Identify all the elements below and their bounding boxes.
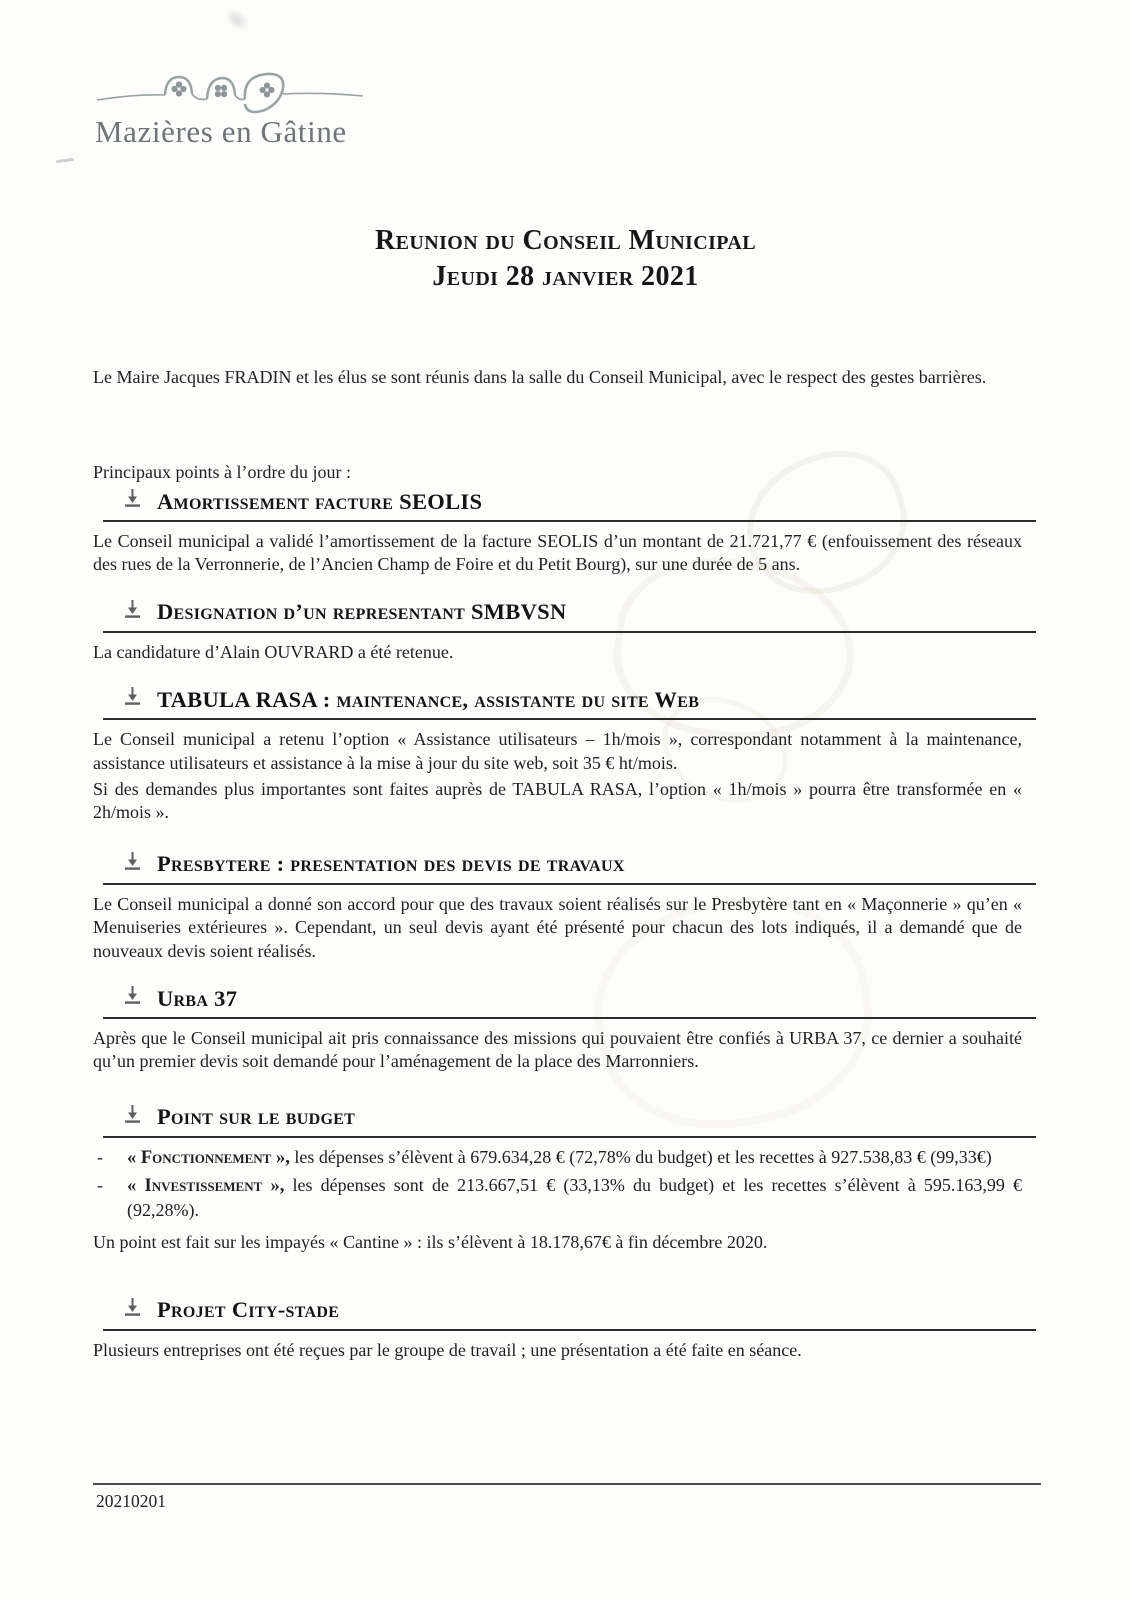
dash-marker: - [97,1175,103,1196]
agenda-label: Principaux points à l’ordre du jour : [93,462,351,482]
section-heading-text: Amortissement facture SEOLIS [157,488,483,514]
footer-rule [93,1483,1041,1485]
section [93,1104,1041,1255]
title-line-2: Jeudi 28 janvier 2021 [432,260,699,292]
section [93,686,1041,825]
budget-item [93,1146,1022,1170]
section-heading [103,599,1036,633]
section-paragraph: Après que le Conseil municipal ait pris connaissance des missions qui pouvaient être confiés à URBA 37, ce dernier a souhaité qu’un premier devis soit demandé pour l’aménagement de la place des Marronniers. [93,1028,1022,1072]
section-paragraph: Le Conseil municipal a donné son accord pour que des travaux soient réalisés sur le Presbytère tant en « Maçonnerie » qu’en « Menuiseries extérieures ». Cependant, un seul devis ayant été présenté pour chacun des lots indiqués, il a demandé que de nouveaux devis soient réalisés. [93,893,1022,961]
section-heading [103,851,1036,885]
flourish-with-clovers-icon [95,68,367,118]
down-arrow-bullet-icon [124,851,141,876]
section-heading [103,686,1036,720]
section [93,985,1041,1074]
budget-item [93,1174,1022,1222]
section-heading-text: Point sur le budget [157,1104,356,1130]
section [93,599,1041,664]
section-paragraph: Plusieurs entreprises ont été reçues par le groupe de travail ; une présentation a été faite en séance. [93,1339,802,1360]
scan-edge-mark [56,158,74,163]
after-list-paragraph: Un point est fait sur les impayés « Cantine » : ils s’élèvent à 18.178,67€ à fin décembre 2020. [93,1232,768,1253]
clover-glyphs [172,80,275,101]
section-heading-text: Presbytere : presentation des devis de travaux [157,851,625,877]
budget-item-lead: « Fonctionnement », [127,1147,290,1168]
section-paragraph: Le Conseil municipal a retenu l’option « Assistance utilisateurs – 1h/mois », correspondant notamment à la maintenance, assistance utilisateurs et assistance à la mise à jour du site web, soit 35 € ht/mois. [93,729,1022,773]
down-arrow-bullet-icon [124,599,141,624]
section-heading-text: TABULA RASA : maintenance, assistante du site Web [157,686,700,712]
dash-marker: - [97,1146,103,1167]
down-arrow-bullet-icon [124,1104,141,1129]
intro-paragraph: Le Maire Jacques FRADIN et les élus se sont réunis dans la salle du Conseil Municipal, avec le respect des gestes barrières. [93,367,987,387]
section-heading [103,985,1036,1019]
sections-container [93,478,1041,1365]
section-paragraph: La candidature d’Alain OUVRARD a été retenue. [93,641,454,662]
title-line-1: Reunion du Conseil Municipal [375,224,756,256]
section-paragraph: Si des demandes plus importantes sont faites auprès de TABULA RASA, l’option « 1h/mois » pourra être transformée en « 2h/mois ». [93,779,1022,823]
down-arrow-bullet-icon [124,985,141,1010]
document-title [0,223,1131,295]
section-heading-text: Urba 37 [157,985,238,1011]
logo-text: Mazières en Gâtine [95,114,347,149]
budget-item-text: les dépenses sont de 213.667,51 € (33,13% du budget) et les recettes s’élèvent à 595.163,99 € (92,28%). [127,1175,1022,1220]
section-paragraph: Le Conseil municipal a validé l’amortissement de la facture SEOLIS d’un montant de 21.721,77 € (enfouissement des réseaux des rues de la Verronnerie, de l’Ancien Champ de Foire et du Petit Bourg), sur une durée de 5 ans. [93,531,1022,575]
footer-date: 20210201 [96,1491,166,1511]
section [93,1297,1041,1362]
section [93,851,1041,963]
commune-logo [95,68,367,150]
section-heading [103,1297,1036,1331]
section-heading [103,488,1036,522]
down-arrow-bullet-icon [124,686,141,711]
section-heading-text: Projet City-stade [157,1297,340,1322]
section [93,488,1041,577]
down-arrow-bullet-icon [124,488,141,513]
budget-item-text: les dépenses s’élèvent à 679.634,28 € (72,78% du budget) et les recettes à 927.538,83 € (99,33€) [289,1146,992,1167]
section-heading [103,1104,1036,1138]
budget-item-lead: « Investissement », [127,1176,285,1197]
scan-speck [219,3,255,38]
section-heading-text: Designation d’un representant SMBVSN [157,599,567,625]
down-arrow-bullet-icon [124,1297,141,1322]
